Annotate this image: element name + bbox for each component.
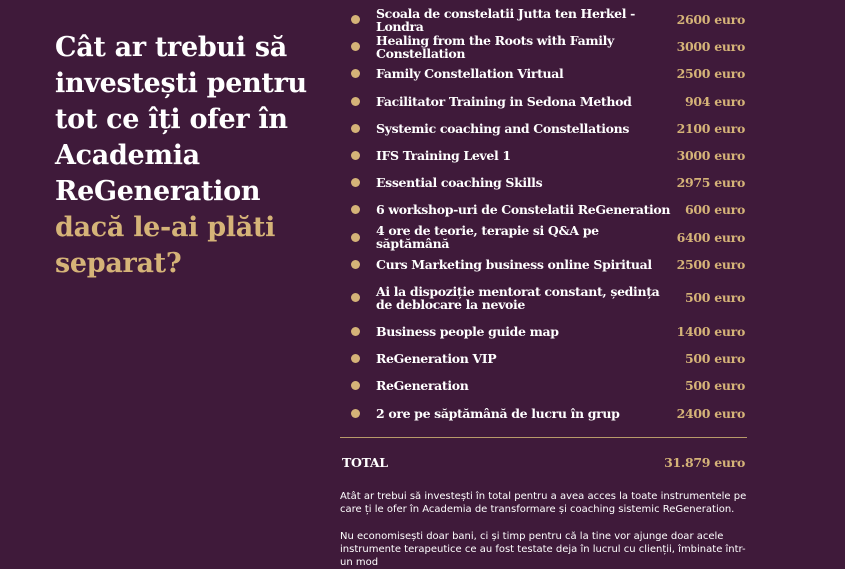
item-name: Essential coaching Skills (376, 175, 543, 191)
item-price: 1400 euro (676, 323, 745, 339)
item-price: 500 euro (684, 290, 745, 306)
list-item (349, 399, 747, 426)
bullet-dot-icon (351, 409, 360, 418)
item-price: 2975 euro (676, 175, 745, 191)
item-price: 2500 euro (676, 66, 745, 82)
bullet-dot-icon (351, 293, 360, 302)
bullet-dot-icon (351, 178, 360, 187)
list-item (349, 278, 747, 318)
bullet-dot-icon (351, 327, 360, 336)
bullet-dot-icon (351, 15, 360, 24)
list-item (349, 224, 747, 251)
total-row (342, 455, 745, 470)
list-item (349, 6, 747, 33)
item-price: 3000 euro (676, 148, 745, 164)
item-name: Scoala de constelatii Jutta ten Herkel - Londra (376, 5, 636, 34)
bullet-dot-icon (351, 260, 360, 269)
list-item (349, 115, 747, 142)
item-name: IFS Training Level 1 (376, 148, 511, 164)
bullet-dot-icon (351, 124, 360, 133)
item-name: Curs Marketing business online Spiritual (376, 256, 652, 272)
item-name: ReGeneration (376, 378, 469, 394)
item-price: 2500 euro (676, 256, 745, 272)
item-name: Facilitator Training in Sedona Method (376, 93, 632, 109)
price-list (349, 6, 747, 427)
bullet-dot-icon (351, 69, 360, 78)
item-name: 6 workshop-uri de Constelatii ReGeneration (376, 202, 671, 218)
list-item (349, 60, 747, 87)
summary-paragraph: Atât ar trebui să investești în total pentru a avea acces la toate instrumentele pe care ți le ofer în Academia de transformare și coaching sistemic ReGeneration. (340, 491, 747, 515)
item-name: Ai la dispoziție mentorat constant, ședința de deblocare la nevoie (376, 283, 660, 312)
bullet-dot-icon (351, 97, 360, 106)
list-item (349, 196, 747, 223)
item-price: 2100 euro (676, 120, 745, 136)
section-heading (55, 30, 325, 282)
item-price: 500 euro (684, 378, 745, 394)
list-item (349, 142, 747, 169)
item-name: Business people guide map (376, 323, 559, 339)
item-price: 2600 euro (676, 12, 745, 28)
item-price: 6400 euro (676, 229, 745, 245)
list-item (349, 251, 747, 278)
item-price: 500 euro (684, 351, 745, 367)
heading-accent: dacă le-ai plăti separat? (55, 212, 276, 279)
item-name: Healing from the Roots with Family Constellation (376, 32, 614, 61)
bullet-dot-icon (351, 354, 360, 363)
item-price: 600 euro (684, 202, 745, 218)
item-name: Family Constellation Virtual (376, 66, 564, 82)
list-item (349, 88, 747, 115)
list-item (349, 318, 747, 345)
bullet-dot-icon (351, 381, 360, 390)
item-price: 2400 euro (676, 405, 745, 421)
total-divider (340, 437, 747, 438)
list-item (349, 33, 747, 60)
total-label: TOTAL (342, 455, 388, 470)
list-item (349, 372, 747, 399)
total-value: 31.879 euro (664, 455, 745, 470)
item-name: 2 ore pe săptămână de lucru în grup (376, 405, 620, 421)
item-price: 904 euro (684, 93, 745, 109)
item-price: 3000 euro (676, 39, 745, 55)
bullet-dot-icon (351, 233, 360, 242)
savings-paragraph: Nu economisești doar bani, ci și timp pentru că la tine vor ajunge doar acele instrumente terapeutice ce au fost testate deja în lucrul cu clienții, îmbinate într-un mod (340, 531, 746, 568)
list-item (349, 345, 747, 372)
bullet-dot-icon (351, 205, 360, 214)
item-name: 4 ore de teorie, terapie si Q&A pe săptămână (376, 223, 599, 252)
bullet-dot-icon (351, 151, 360, 160)
item-name: ReGeneration VIP (376, 351, 497, 367)
item-name: Systemic coaching and Constellations (376, 120, 630, 136)
list-item (349, 169, 747, 196)
heading-main: Cât ar trebui să investești pentru tot ce îți ofer în Academia ReGeneration (55, 32, 307, 207)
bullet-dot-icon (351, 42, 360, 51)
